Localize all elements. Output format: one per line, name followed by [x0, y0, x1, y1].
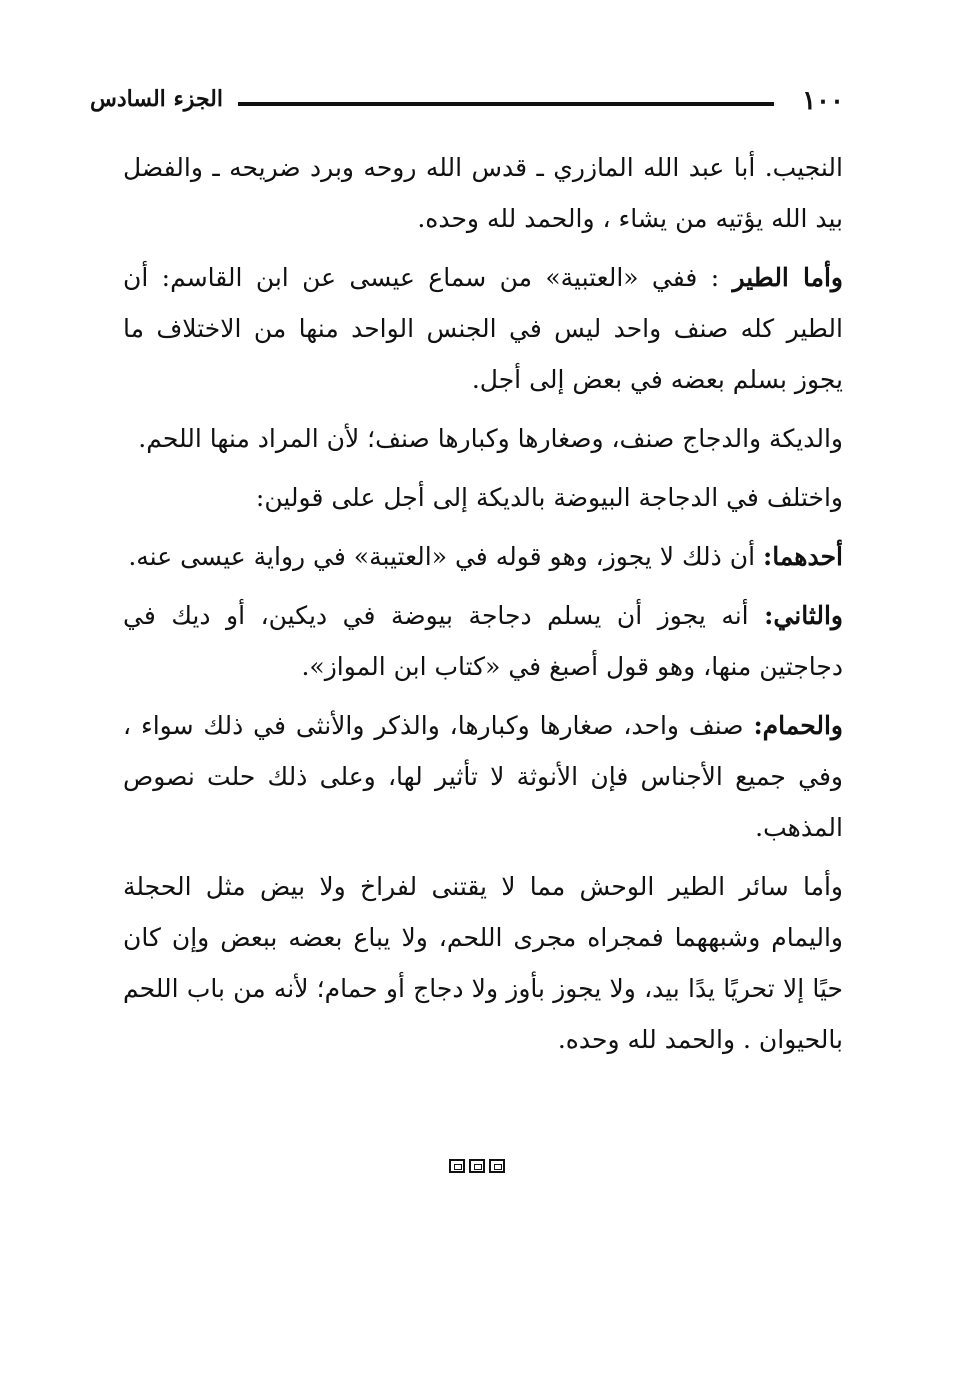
header-rule: [238, 102, 774, 106]
paragraph-roosters: [123, 413, 843, 464]
paragraph-lead: وأما الطير: [732, 263, 843, 292]
paragraph-text: النجيب. أبا عبد الله المازري ـ قدس الله روحه وبرد ضريحه ـ والفضل بيد الله يؤتيه من يشاء ، والحمد لله وحده.: [123, 153, 843, 233]
section-title: الجزء السادس: [90, 86, 223, 112]
paragraph-intro: [123, 142, 843, 244]
paragraph-birds: [123, 252, 843, 405]
ornament-square-icon: [469, 1159, 485, 1173]
end-ornament: [0, 1158, 953, 1177]
paragraph-lead: والثاني:: [764, 601, 843, 630]
paragraph-text: صنف واحد، صغارها وكبارها، والذكر والأنثى في ذلك سواء ، وفي جميع الأجناس فإن الأنوثة لا تأثير لها، وعلى ذلك حلت نصوص المذهب.: [123, 711, 843, 842]
ornament-square-icon: [489, 1159, 505, 1173]
paragraph-first-opinion: [123, 531, 843, 582]
running-header: [90, 84, 852, 124]
paragraph-text: واختلف في الدجاجة البيوضة بالديكة إلى أجل على قولين:: [255, 483, 843, 512]
paragraph-text: : ففي «العتبية» من سماع عيسى عن ابن القاسم: أن الطير كله صنف واحد ليس في الجنس الواحد منها من الاختلاف ما يجوز بسلم بعضه في بعض إلى أجل.: [123, 263, 843, 394]
paragraph-text: والديكة والدجاج صنف، وصغارها وكبارها صنف؛ لأن المراد منها اللحم.: [138, 424, 843, 453]
paragraph-lead: أحدهما:: [762, 542, 843, 571]
paragraph-text: وأما سائر الطير الوحش مما لا يقتنى لفراخ ولا بيض مثل الحجلة واليمام وشبههما فمجراه مجرى اللحم، ولا يباع بعضه ببعض وإن كان حيًا إلا تحريًا يدًا بيد، ولا يجوز بأوز ولا دجاج أو حمام؛ لأنه من باب اللحم بالحيوان . والحمد لله وحده.: [123, 872, 843, 1054]
ornament-square-icon: [449, 1159, 465, 1173]
paragraph-second-opinion: [123, 590, 843, 692]
paragraph-pigeons: [123, 700, 843, 853]
paragraph-text: أنه يجوز أن يسلم دجاجة بيوضة في ديكين، أو ديك في دجاجتين منها، وهو قول أصبغ في «كتاب ابن المواز».: [123, 601, 843, 681]
paragraph-lead: والحمام:: [753, 711, 843, 740]
paragraph-disagreement: [123, 472, 843, 523]
page-number: ١٠٠: [802, 86, 844, 116]
paragraph-wild-birds: [123, 861, 843, 1065]
body-text: [123, 142, 843, 1073]
paragraph-text: أن ذلك لا يجوز، وهو قوله في «العتيبة» في رواية عيسى عنه.: [128, 542, 763, 571]
